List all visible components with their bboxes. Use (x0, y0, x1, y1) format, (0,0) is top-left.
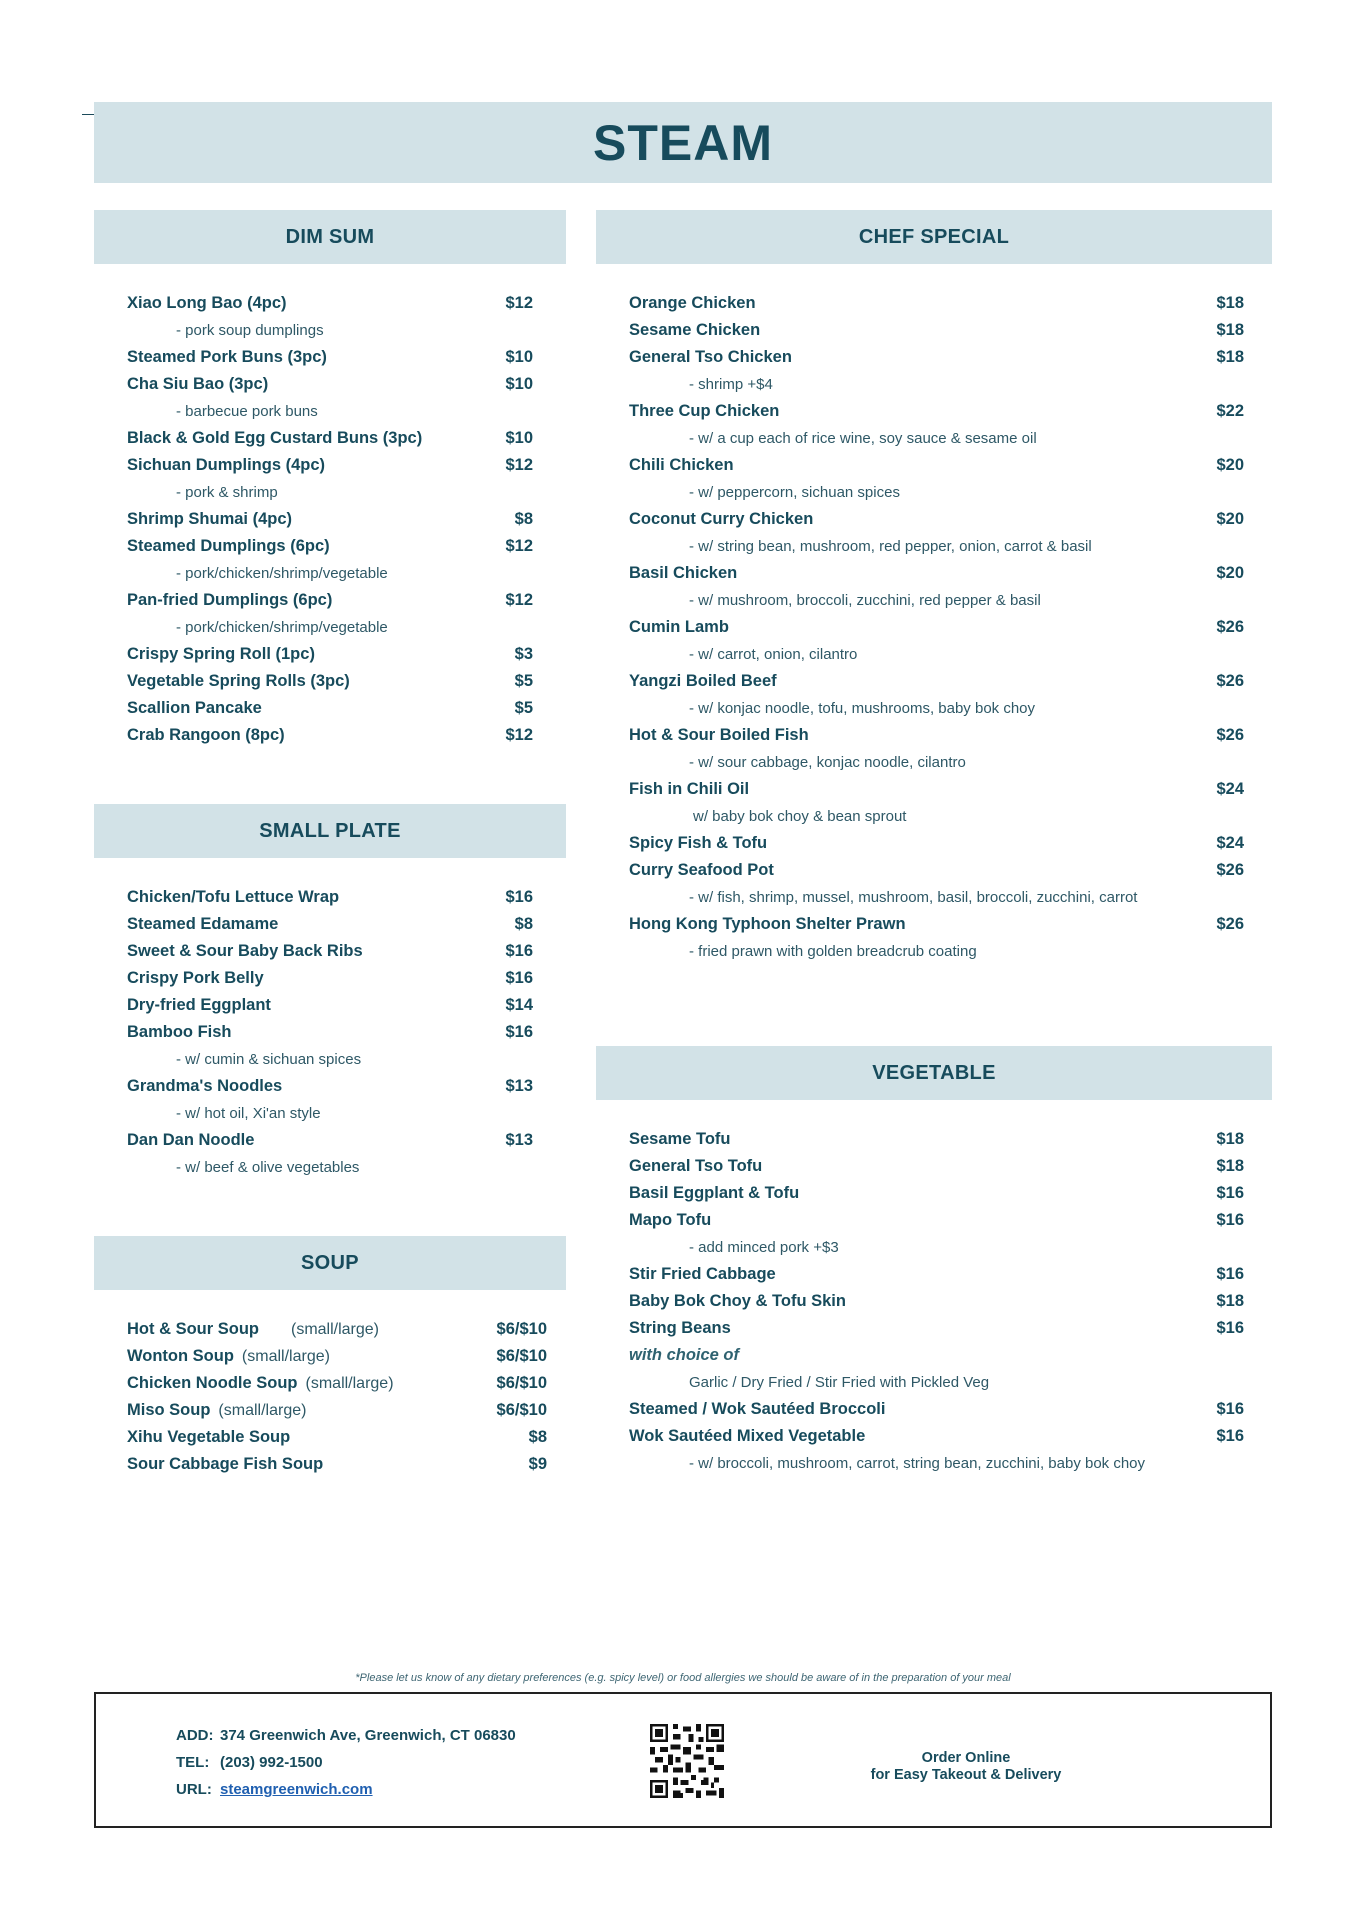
description-text: - w/ broccoli, mushroom, carrot, string bean, zucchini, baby bok choy (689, 1455, 1146, 1472)
chef-special-heading (596, 210, 1272, 264)
menu-item-price: $6/$10 (496, 1320, 547, 1338)
menu-item-name: String Beans (629, 1319, 731, 1337)
description-text: - w/ string bean, mushroom, red pepper, onion, carrot & basil (689, 538, 1092, 555)
dim-sum-heading-text: DIM SUM (285, 225, 375, 248)
menu-item-name: Stir Fried Cabbage (629, 1265, 776, 1283)
menu-item-price: $18 (1216, 1157, 1244, 1175)
menu-item (94, 992, 566, 1019)
menu-item (94, 911, 566, 938)
item-description (596, 695, 1272, 722)
item-description (94, 560, 566, 587)
menu-item-price: $16 (1216, 1265, 1244, 1283)
item-description (596, 533, 1272, 560)
address-line (176, 1722, 516, 1749)
menu-item-name: Vegetable Spring Rolls (3pc) (127, 672, 350, 690)
item-description (596, 425, 1272, 452)
menu-item (596, 1180, 1272, 1207)
phone-line (176, 1749, 516, 1776)
menu-item (596, 1342, 1272, 1369)
menu-item (94, 938, 566, 965)
menu-item-price: $14 (505, 996, 533, 1014)
menu-item (94, 425, 566, 452)
menu-item (94, 1397, 566, 1424)
url-label: URL: (176, 1781, 212, 1798)
menu-item-name: with choice of (629, 1346, 740, 1364)
menu-item-price: $10 (505, 348, 533, 366)
chef-special-heading-text: CHEF SPECIAL (858, 225, 1010, 248)
description-text: - w/ a cup each of rice wine, soy sauce & sesame oil (689, 430, 1037, 447)
menu-item-size: (small/large) (218, 1401, 307, 1419)
menu-item-price: $20 (1216, 456, 1244, 474)
menu-item (94, 344, 566, 371)
menu-item-name: Orange Chicken (629, 294, 756, 312)
menu-item-name: Hot & Sour Soup (127, 1320, 259, 1338)
menu-item-name: Steamed Pork Buns (3pc) (127, 348, 327, 366)
menu-item-name: Hot & Sour Boiled Fish (629, 726, 809, 744)
small-plate-list (94, 884, 566, 1181)
item-description (94, 1100, 566, 1127)
menu-item-price: $18 (1216, 321, 1244, 339)
soup-heading (94, 1236, 566, 1290)
description-text: - shrimp +$4 (689, 376, 773, 393)
menu-item-name: Chili Chicken (629, 456, 734, 474)
menu-item (94, 1370, 566, 1397)
menu-item (94, 1073, 566, 1100)
menu-item (596, 1423, 1272, 1450)
menu-item-price: $13 (505, 1131, 533, 1149)
soup-list (94, 1316, 566, 1478)
menu-item-name: Xihu Vegetable Soup (127, 1428, 291, 1446)
item-description (596, 803, 1272, 830)
menu-item-price: $5 (514, 699, 533, 717)
menu-item (596, 398, 1272, 425)
menu-item-name: Sour Cabbage Fish Soup (127, 1455, 324, 1473)
menu-item-name: Mapo Tofu (629, 1211, 712, 1229)
menu-item (94, 695, 566, 722)
menu-item (596, 1396, 1272, 1423)
description-text: - pork/chicken/shrimp/vegetable (176, 565, 388, 582)
menu-item (596, 830, 1272, 857)
item-description (94, 479, 566, 506)
address-value: 374 Greenwich Ave, Greenwich, CT 06830 (220, 1727, 516, 1744)
menu-item (94, 668, 566, 695)
menu-item-price: $12 (505, 456, 533, 474)
menu-item-price: $18 (1216, 348, 1244, 366)
item-description (596, 587, 1272, 614)
menu-item (94, 1343, 566, 1370)
menu-item-price: $6/$10 (496, 1401, 547, 1419)
menu-item (596, 452, 1272, 479)
item-description (596, 641, 1272, 668)
menu-item-name: Sesame Chicken (629, 321, 761, 339)
menu-item-name: General Tso Tofu (629, 1157, 763, 1175)
menu-item-price: $16 (505, 1023, 533, 1041)
menu-item-price: $26 (1216, 618, 1244, 636)
menu-item-name: Shrimp Shumai (4pc) (127, 510, 293, 528)
menu-item-name: Chicken/Tofu Lettuce Wrap (127, 888, 340, 906)
menu-item-price: $8 (528, 1428, 547, 1446)
menu-item-name: Scallion Pancake (127, 699, 262, 717)
contact-info (176, 1722, 516, 1803)
item-description (596, 1369, 1272, 1396)
menu-item-price: $18 (1216, 294, 1244, 312)
menu-item-price: $12 (505, 294, 533, 312)
menu-item-price: $26 (1216, 915, 1244, 933)
menu-item-price: $26 (1216, 672, 1244, 690)
item-description (94, 614, 566, 641)
item-description (94, 1154, 566, 1181)
item-description (596, 479, 1272, 506)
menu-item-name: Bamboo Fish (127, 1023, 232, 1041)
menu-item (94, 1316, 566, 1343)
vegetable-list (596, 1126, 1272, 1477)
menu-item-name: Chicken Noodle Soup (127, 1374, 298, 1392)
menu-item (596, 344, 1272, 371)
vegetable-section (596, 1046, 1272, 1477)
menu-item-price: $8 (514, 510, 533, 528)
menu-item-price: $24 (1216, 834, 1244, 852)
item-description (596, 371, 1272, 398)
menu-item-name: Black & Gold Egg Custard Buns (3pc) (127, 429, 423, 447)
menu-item-price: $12 (505, 726, 533, 744)
soup-section (94, 1236, 566, 1478)
phone-label: TEL: (176, 1754, 210, 1771)
menu-item (596, 560, 1272, 587)
menu-item-price: $16 (1216, 1319, 1244, 1337)
footer-box (94, 1692, 1272, 1828)
description-text: - add minced pork +$3 (689, 1239, 839, 1256)
menu-item-name: Wok Sautéed Mixed Vegetable (629, 1427, 866, 1445)
menu-item (94, 452, 566, 479)
item-description (94, 317, 566, 344)
menu-item-name: Baby Bok Choy & Tofu Skin (629, 1292, 846, 1310)
menu-item-price: $16 (505, 888, 533, 906)
menu-item-price: $9 (528, 1455, 547, 1473)
item-description (596, 749, 1272, 776)
menu-item-name: Sweet & Sour Baby Back Ribs (127, 942, 363, 960)
chef-special-section (596, 210, 1272, 965)
menu-item-price: $24 (1216, 780, 1244, 798)
address-label: ADD: (176, 1727, 214, 1744)
menu-item-name: Fish in Chili Oil (629, 780, 750, 798)
menu-item-price: $18 (1216, 1130, 1244, 1148)
menu-item-name: Crab Rangoon (8pc) (127, 726, 285, 744)
menu-item-price: $16 (1216, 1400, 1244, 1418)
menu-item-price: $12 (505, 537, 533, 555)
menu-item (596, 1153, 1272, 1180)
soup-heading-text: SOUP (301, 1251, 359, 1274)
menu-item (596, 290, 1272, 317)
menu-item-name: Coconut Curry Chicken (629, 510, 814, 528)
menu-item-price: $20 (1216, 510, 1244, 528)
menu-item-price: $16 (1216, 1211, 1244, 1229)
url-line (176, 1776, 516, 1803)
dietary-note: *Please let us know of any dietary preferences (e.g. spicy level) or food allergies we should be aware of in the preparation of your meal (355, 1672, 1011, 1684)
description-text: - w/ konjac noodle, tofu, mushrooms, baby bok choy (689, 700, 1036, 717)
item-description (596, 884, 1272, 911)
phone-value: (203) 992-1500 (220, 1754, 323, 1771)
vegetable-heading (596, 1046, 1272, 1100)
menu-item (94, 722, 566, 749)
website-link[interactable]: steamgreenwich.com (220, 1781, 373, 1798)
menu-item-price: $16 (505, 969, 533, 987)
menu-item (94, 371, 566, 398)
order-online-line1: Order Online (921, 1750, 1011, 1766)
menu-item (596, 668, 1272, 695)
menu-item-name: Spicy Fish & Tofu (629, 834, 768, 852)
description-text: - w/ peppercorn, sichuan spices (689, 484, 900, 501)
description-text: - w/ mushroom, broccoli, zucchini, red pepper & basil (689, 592, 1041, 609)
menu-item-price: $5 (514, 672, 533, 690)
menu-item-name: Basil Eggplant & Tofu (629, 1184, 800, 1202)
menu-item (94, 1127, 566, 1154)
description-text: Garlic / Dry Fried / Stir Fried with Pickled Veg (689, 1374, 990, 1391)
restaurant-title: STEAM (593, 114, 773, 171)
menu-item (596, 1207, 1272, 1234)
menu-item (596, 506, 1272, 533)
dim-sum-heading (94, 210, 566, 264)
menu-item-name: Wonton Soup (127, 1347, 234, 1365)
menu-item (94, 1019, 566, 1046)
small-plate-heading (94, 804, 566, 858)
small-plate-heading-text: SMALL PLATE (259, 819, 401, 842)
menu-item (596, 1315, 1272, 1342)
menu-item-name: Hong Kong Typhoon Shelter Prawn (629, 915, 906, 933)
item-description (596, 938, 1272, 965)
small-plate-section (94, 804, 566, 1181)
menu-item-name: Grandma's Noodles (127, 1077, 283, 1095)
menu-item-price: $8 (514, 915, 533, 933)
menu-item (596, 1126, 1272, 1153)
menu-item-name: Basil Chicken (629, 564, 738, 582)
menu-item-name: Pan-fried Dumplings (6pc) (127, 591, 333, 609)
menu-item (596, 776, 1272, 803)
title-banner (94, 102, 1272, 183)
description-text: w/ baby bok choy & bean sprout (693, 808, 907, 825)
description-text: - w/ hot oil, Xi'an style (176, 1105, 321, 1122)
menu-item (94, 290, 566, 317)
menu-item-name: Cha Siu Bao (3pc) (127, 375, 269, 393)
menu-item-name: Curry Seafood Pot (629, 861, 774, 879)
menu-item (94, 1424, 566, 1451)
menu-item (596, 1261, 1272, 1288)
menu-item-price: $12 (505, 591, 533, 609)
menu-item-name: Cumin Lamb (629, 618, 729, 636)
dim-sum-list (94, 290, 566, 749)
item-description (94, 398, 566, 425)
description-text: - barbecue pork buns (176, 403, 318, 420)
menu-item (596, 857, 1272, 884)
description-text: - pork/chicken/shrimp/vegetable (176, 619, 388, 636)
menu-item (94, 641, 566, 668)
menu-item (596, 317, 1272, 344)
description-text: - w/ sour cabbage, konjac noodle, cilantro (689, 754, 966, 771)
menu-item-price: $16 (1216, 1427, 1244, 1445)
menu-item-name: General Tso Chicken (629, 348, 792, 366)
vegetable-heading-text: VEGETABLE (872, 1061, 996, 1084)
item-description (596, 1234, 1272, 1261)
menu-item (94, 1451, 566, 1478)
description-text: - w/ cumin & sichuan spices (176, 1051, 362, 1068)
menu-item (596, 722, 1272, 749)
menu-item-name: Steamed Dumplings (6pc) (127, 537, 330, 555)
menu-item-name: Sesame Tofu (629, 1130, 731, 1148)
menu-item-name: Miso Soup (127, 1401, 211, 1419)
menu-item-price: $16 (1216, 1184, 1244, 1202)
menu-item-name: Crispy Spring Roll (1pc) (127, 645, 315, 663)
menu-item-size: (small/large) (290, 1320, 379, 1338)
menu-item-name: Three Cup Chicken (629, 402, 780, 420)
menu-item-price: $3 (514, 645, 533, 663)
menu-item-price: $26 (1216, 726, 1244, 744)
menu-item-name: Sichuan Dumplings (4pc) (127, 456, 326, 474)
menu-item-name: Xiao Long Bao (4pc) (127, 294, 287, 312)
menu-item-name: Dan Dan Noodle (127, 1131, 255, 1149)
menu-item-name: Dry-fried Eggplant (127, 996, 271, 1014)
menu-item (596, 1288, 1272, 1315)
menu-item-name: Crispy Pork Belly (127, 969, 264, 987)
menu-item-price: $6/$10 (496, 1347, 547, 1365)
order-online-line2: for Easy Takeout & Delivery (870, 1767, 1062, 1783)
menu-item-size: (small/large) (241, 1347, 330, 1365)
menu-item (596, 911, 1272, 938)
menu-item (94, 533, 566, 560)
chef-special-list (596, 290, 1272, 965)
corner-tick (82, 114, 94, 115)
menu-item-price: $16 (505, 942, 533, 960)
description-text: - fried prawn with golden breadcrub coating (689, 943, 977, 960)
description-text: - w/ beef & olive vegetables (176, 1159, 360, 1176)
menu-item-price: $10 (505, 375, 533, 393)
description-text: - w/ carrot, onion, cilantro (689, 646, 858, 663)
menu-item-name: Steamed / Wok Sautéed Broccoli (629, 1400, 886, 1418)
menu-item-price: $18 (1216, 1292, 1244, 1310)
menu-item-price: $22 (1216, 402, 1244, 420)
menu-item (94, 587, 566, 614)
menu-item-size: (small/large) (305, 1374, 394, 1392)
dim-sum-section (94, 210, 566, 749)
description-text: - w/ fish, shrimp, mussel, mushroom, basil, broccoli, zucchini, carrot (689, 889, 1138, 906)
description-text: - pork & shrimp (176, 484, 278, 501)
menu-item-name: Steamed Edamame (127, 915, 279, 933)
menu-item-price: $20 (1216, 564, 1244, 582)
order-online-text (846, 1750, 1086, 1784)
menu-item (94, 506, 566, 533)
menu-item (94, 884, 566, 911)
menu-item (94, 965, 566, 992)
description-text: - pork soup dumplings (176, 322, 324, 339)
menu-item-price: $10 (505, 429, 533, 447)
menu-item-price: $6/$10 (496, 1374, 547, 1392)
menu-item-price: $26 (1216, 861, 1244, 879)
item-description (596, 1450, 1272, 1477)
item-description (94, 1046, 566, 1073)
menu-item-name: Yangzi Boiled Beef (629, 672, 777, 690)
menu-item-price: $13 (505, 1077, 533, 1095)
qr-code-icon[interactable] (650, 1724, 724, 1798)
menu-item (596, 614, 1272, 641)
